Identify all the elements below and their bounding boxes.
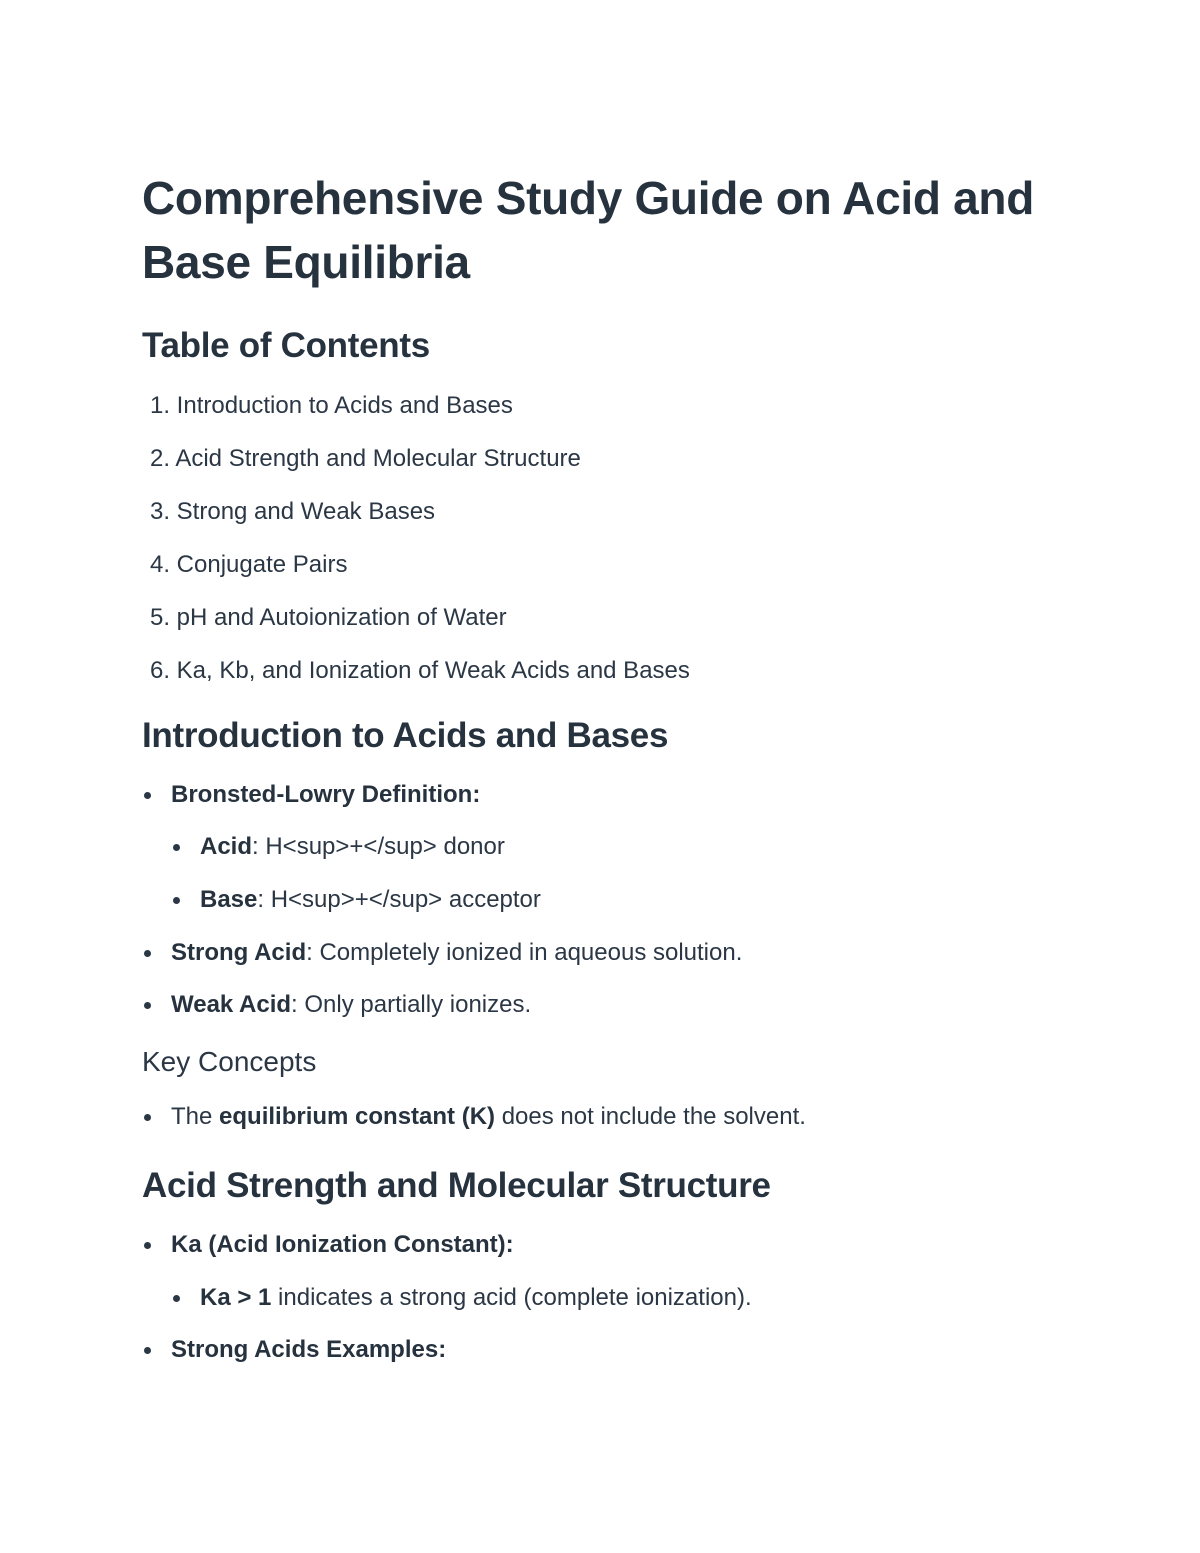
list-item: Strong Acids Examples: bbox=[142, 1335, 1042, 1365]
key-concepts-heading: Key Concepts bbox=[142, 1046, 317, 1077]
toc-item: 5. pH and Autoionization of Water bbox=[149, 604, 507, 631]
toc-item: 6. Ka, Kb, and Ionization of Weak Acids and Bases bbox=[149, 657, 690, 684]
strength-list bbox=[142, 1230, 1042, 1260]
list-item: The equilibrium constant (K) does not include the solvent. bbox=[142, 1102, 1042, 1132]
bullet-icon bbox=[144, 1002, 151, 1009]
toc-item: 3. Strong and Weak Bases bbox=[149, 498, 436, 525]
toc-item: 1. Introduction to Acids and Bases bbox=[149, 392, 513, 419]
bullet-icon bbox=[144, 950, 151, 957]
intro-list-2 bbox=[142, 938, 1042, 1020]
bullet-icon bbox=[173, 1295, 180, 1302]
list-item: Ka (Acid Ionization Constant): bbox=[142, 1230, 1042, 1260]
section-heading-strength: Acid Strength and Molecular Structure bbox=[142, 1166, 771, 1205]
list-item: Base: H<sup>+</sup> acceptor bbox=[142, 885, 1042, 915]
list-item: Weak Acid: Only partially ionizes. bbox=[142, 990, 1042, 1020]
table-of-contents bbox=[142, 391, 1042, 686]
section-heading-intro: Introduction to Acids and Bases bbox=[142, 716, 669, 755]
intro-sub-list bbox=[142, 832, 1042, 915]
bullet-icon bbox=[144, 1114, 151, 1121]
document-page bbox=[142, 166, 1042, 1365]
list-item: Strong Acid: Completely ionized in aqueous solution. bbox=[142, 938, 1042, 968]
document-title: Comprehensive Study Guide on Acid and Base Equilibria bbox=[142, 172, 1034, 288]
toc-item: 4. Conjugate Pairs bbox=[149, 551, 348, 578]
toc-item: 2. Acid Strength and Molecular Structure bbox=[149, 445, 581, 472]
list-item: Ka > 1 indicates a strong acid (complete ionization). bbox=[142, 1283, 1042, 1313]
bullet-icon bbox=[144, 1242, 151, 1249]
key-concepts-list bbox=[142, 1102, 1042, 1132]
intro-list bbox=[142, 780, 1042, 810]
list-item: Bronsted-Lowry Definition: bbox=[142, 780, 1042, 810]
bullet-icon bbox=[173, 844, 180, 851]
strength-list-2 bbox=[142, 1335, 1042, 1365]
bullet-icon bbox=[144, 1347, 151, 1354]
bullet-icon bbox=[173, 897, 180, 904]
strength-sub-list bbox=[142, 1283, 1042, 1313]
toc-heading: Table of Contents bbox=[142, 326, 430, 365]
bullet-icon bbox=[144, 792, 151, 799]
list-item: Acid: H<sup>+</sup> donor bbox=[142, 832, 1042, 862]
